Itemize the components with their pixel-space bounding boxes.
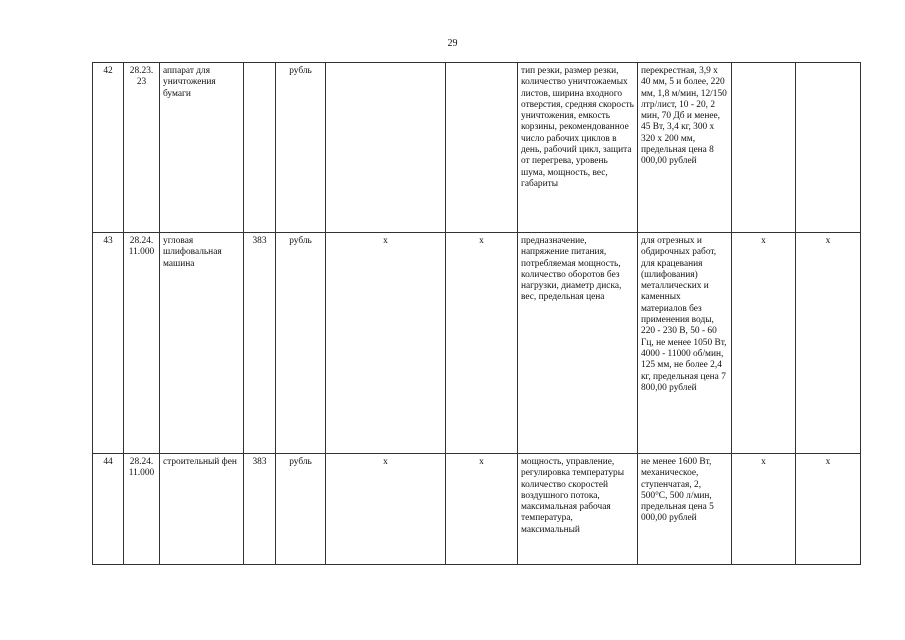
okpd-code: 28.24. 11.000 [124, 233, 160, 454]
page-number: 29 [447, 38, 458, 49]
item-name: аппарат для уничтожения бумаги [160, 63, 244, 233]
cell-col7: x [446, 233, 518, 454]
okei-code [244, 63, 276, 233]
row-index: 44 [93, 454, 124, 565]
cell-col6 [326, 63, 446, 233]
table-row [93, 233, 861, 454]
row-index: 42 [93, 63, 124, 233]
characteristics: мощность, управление, регулировка температуры количество скоростей воздушного потока, максимальная рабочая температура, максимальный [518, 454, 638, 565]
characteristic-values: перекрестная, 3,9 х 40 мм, 5 и более, 220 мм, 1,8 м/мин, 12/150 лтр/лист, 10 - 20, 2 мин, 70 Дб и менее, 45 Вт, 3,4 кг, 300 х 320 х 200 мм, предельная цена 8 000,00 рублей [638, 63, 732, 233]
characteristic-values: для отрезных и обдирочных работ, для крацевания (шлифования) металлических и каменных материалов без применения воды, 220 - 230 В, 50 - 60 Гц, не менее 1050 Вт, 4000 - 11000 об/мин, 125 мм, не более 2,4 кг, предельная цена 7 800,00 рублей [638, 233, 732, 454]
okpd-code: 28.23. 23 [124, 63, 160, 233]
unit-name: рубль [276, 454, 326, 565]
cell-col6: x [326, 454, 446, 565]
cell-col7 [446, 63, 518, 233]
cell-col11 [796, 63, 861, 233]
cell-col7: x [446, 454, 518, 565]
item-name: строительный фен [160, 454, 244, 565]
characteristics: тип резки, размер резки, количество уничтожаемых листов, ширина входного отверстия, средняя скорость уничтожения, емкость корзины, рекомендованное число рабочих циклов в день, рабочий цикл, защита от перегрева, уровень шума, мощность, вес, габариты [518, 63, 638, 233]
cell-col10 [732, 63, 796, 233]
row-index: 43 [93, 233, 124, 454]
cell-col6: x [326, 233, 446, 454]
okei-code: 383 [244, 233, 276, 454]
characteristic-values: не менее 1600 Вт, механическое, ступенчатая, 2, 500°С, 500 л/мин, предельная цена 5 000,00 рублей [638, 454, 732, 565]
unit-name: рубль [276, 63, 326, 233]
table-row [93, 454, 861, 565]
cell-col11: x [796, 454, 861, 565]
table-row [93, 63, 861, 233]
unit-name: рубль [276, 233, 326, 454]
cell-col10: x [732, 233, 796, 454]
item-name: угловая шлифовальная машина [160, 233, 244, 454]
characteristics: предназначение, напряжение питания, потребляемая мощность, количество оборотов без нагрузки, диаметр диска, вес, предельная цена [518, 233, 638, 454]
okpd-code: 28.24. 11.000 [124, 454, 160, 565]
okei-code: 383 [244, 454, 276, 565]
cell-col10: x [732, 454, 796, 565]
cell-col11: x [796, 233, 861, 454]
specification-table [92, 62, 861, 565]
